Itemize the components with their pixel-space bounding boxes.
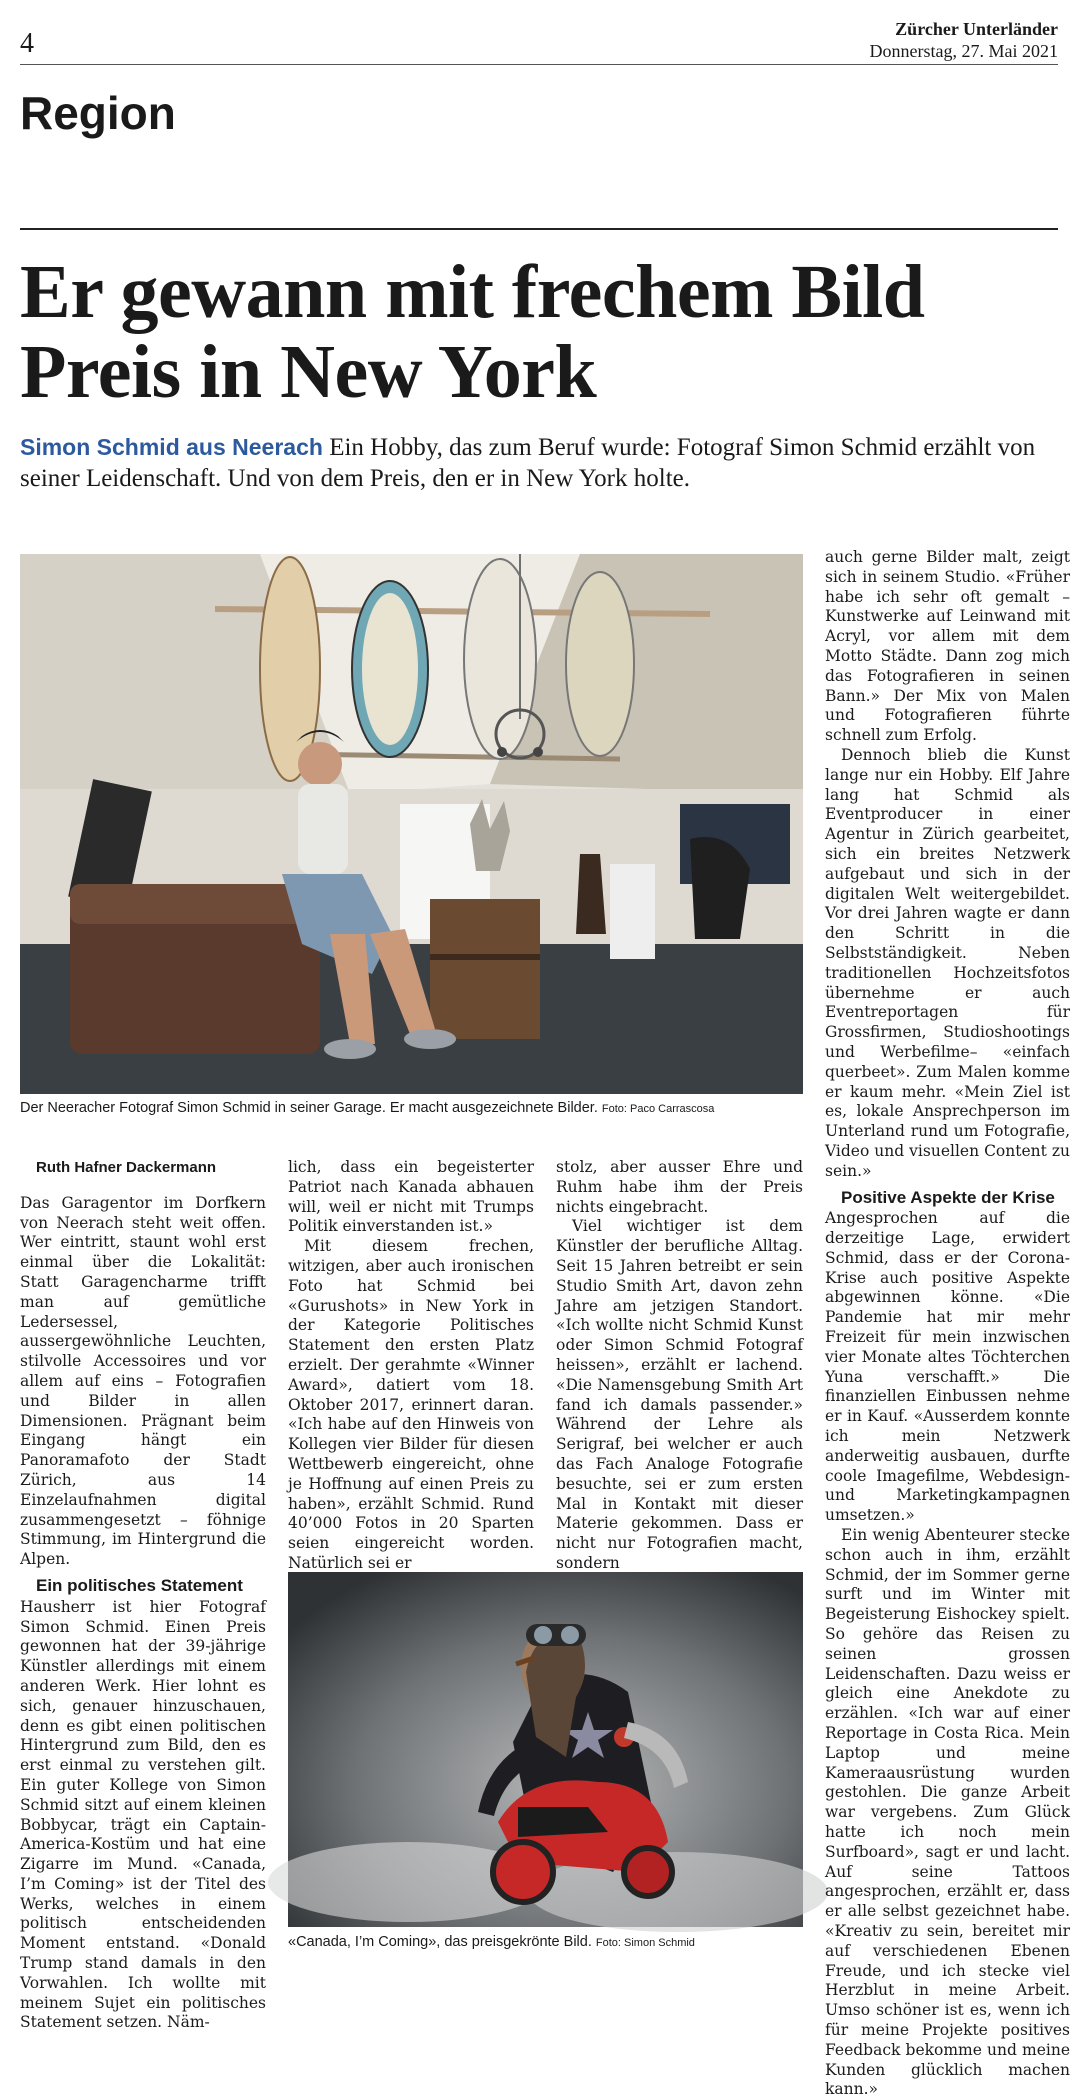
- article-column-2: [288, 1158, 534, 1574]
- headline: Er gewann mit frechem Bild Preis in New York: [20, 250, 925, 414]
- newspaper-name: Zürcher Unterländer: [895, 19, 1058, 39]
- issue-date: Donnerstag, 27. Mai 2021: [869, 41, 1058, 61]
- paragraph: Hausherr ist hier Fotograf Simon Schmid. Einen Preis gewonnen hat der 39-jährige Künstler allerdings mit einem anderen Werk. Hier lohnt es sich, genauer hinzuschauen, denn es gibt einen politischen Hintergrund zum Bild, den es erst einmal zu verstehen gilt. Ein guter Kollege von Simon Schmid sitzt auf einem kleinen Bobbycar, trägt ein Captain-America-Kostüm und hat eine Zigarre im Mund. «Canada, I’m Coming» ist der Titel des Werks, welches in einem politisch entscheidenden Moment entstand. «Donald Trump stand damals in den Vorwahlen. Ich wollte mit meinem Sujet ein politisches Statement setzen. Näm-: [20, 1597, 266, 2032]
- photo2-credit: Foto: Simon Schmid: [595, 1937, 695, 1949]
- lead-text: Ein Hobby, das zum Beruf wurde: Fotograf Simon Schmid erzählt von seiner Leidenschaft. Und von dem Preis, den er in New York holte.: [20, 434, 1036, 492]
- subheading-positive-aspects: Positive Aspekte der Krise: [841, 1187, 1055, 1207]
- paragraph: Mit diesem frechen, witzigen, aber auch ironischen Foto hat Schmid bei «Gurushots» in New York in der Kategorie Politisches Statement den ersten Platz erzielt. Der gerahmte «Winner Award», datiert vom 18. Oktober 2017, erinnert daran. «Ich habe auf den Hinweis von Kollegen vier Bilder für diesen Wettbewerb eingereicht, ohne je Hoffnung auf einen Preis zu haben», erzählt Schmid. Rund 40’000 Fotos in 20 Sparten seien eingereicht worden. Natürlich sei er: [288, 1237, 534, 1572]
- masthead-rule: [20, 64, 1058, 65]
- photo-canada-im-coming: [288, 1572, 803, 1927]
- lead: [20, 432, 1060, 494]
- subheading-political-statement: Ein politisches Statement: [36, 1575, 243, 1595]
- paragraph: Ein wenig Abenteurer stecke schon auch in ihm, erzählt Schmid, der im Sommer gerne surft und im Winter mit Begeisterung Eishockey spielt. So gehöre das Reisen zu seinen grossen Leidenschaften. Dazu weiss er gleich eine Anekdote zu erzählen. «Ich war auf einer Reportage in Costa Rica. Mein Laptop und meine Kameraausrüstung wurden gestohlen. Die ganze Arbeit war vergebens. Zum Glück hatte ich noch mein Surfboard», sagt er und lacht. Auf seine Tattoos angesprochen, erzählt er, dass er alle selbst gezeichnet habe. «Kreativ zu sein, bereitet mir auf verschiedenen Ebenen Freude, und ich stecke viel Herzblut in meine Arbeit. Umso schöner ist es, wenn ich für meine Projekte positives Feedback bekomme und meine Kunden glücklich machen kann.»: [825, 1526, 1070, 2099]
- photo-photographer-garage: [20, 554, 803, 1094]
- paragraph: lich, dass ein begeisterter Patriot nach Kanada abhauen will, weil er nicht mit Trumps Politik einverstanden ist.»: [288, 1158, 534, 1236]
- paragraph: Dennoch blieb die Kunst lange nur ein Hobby. Elf Jahre lang hat Schmid als Eventproducer in einer Agentur in Zürich gearbeitet, sich ein breites Netzwerk aufgebaut und sich in der digitalen Welt weitergebildet. Vor drei Jahren wagte er dann den Schritt in die Selbstständigkeit. Neben traditionellen Hochzeitsfotos übernehme er auch Eventreportagen für Grossfirmen, Studioshootings und Werbefilme– «einfach querbeet». Zum Malen komme er kaum mehr. «Mein Ziel ist es, lokale Ansprechperson im Unterland rund um Fotografie, Video und visuellen Content zu sein.»: [825, 745, 1070, 1180]
- newspaper-info: [870, 18, 1058, 62]
- paragraph: Angesprochen auf die derzeitige Lage, erwidert Schmid, dass er der Corona-Krise auch positive Aspekte abgewinnen könne. «Die Pandemie hat mir mehr Freizeit für mein inzwischen vier Monate altes Töchterchen Yuna verschafft.» Die finanziellen Einbussen nehme er in Kauf. «Ausserdem konnte ich mein Netzwerk anderweitig ausbauen, durfte coole Imagefilme, Webdesign- und Marketingkampagnen umsetzen.»: [825, 1209, 1070, 1525]
- article-column-4: [825, 548, 1070, 2100]
- photo2-caption-text: «Canada, I’m Coming», das preisgekrönte Bild.: [288, 1934, 592, 1950]
- section-title: Region: [20, 87, 176, 139]
- paragraph: Viel wichtiger ist dem Künstler der berufliche Alltag. Seit 15 Jahren betreibt er sein Studio Smith Art, davon zehn Jahre am jetzigen Standort. «Ich wollte nicht Schmid Kunst oder Simon Schmid Fotograf heissen», erzählt er lachend. «Die Namensgebung Smith Art fand ich damals passender.» Während der Lehre als Serigraf, bei welcher er auch das Fach Analoge Fotografie besuchte, sei er zum ersten Mal in Kontakt mit dieser Materie gekommen. Dass er nicht nur Fotografien macht, sondern: [556, 1217, 803, 1572]
- photo2-caption: [288, 1932, 803, 1953]
- paragraph: stolz, aber ausser Ehre und Ruhm habe ihm der Preis nichts eingebracht.: [556, 1158, 803, 1216]
- paragraph: Das Garagentor im Dorfkern von Neerach steht weit offen. Wer eintritt, staunt wohl erst einmal über die Lokalität: Statt Garagencharme trifft man auf gemütliche Ledersessel, aussergewöhnliche Leuchten, stilvolle Accessoires und vor allem auf eins – Fotografien und Bilder in allen Dimensionen. Prägnant beim Eingang hängt ein Panoramafoto der Stadt Zürich, aus 14 Einzelaufnahmen digital zusammengesetzt – föhnige Stimmung, im Hintergrund die Alpen.: [20, 1193, 266, 1569]
- page-number: 4: [20, 28, 34, 59]
- article-column-3: [556, 1158, 803, 1574]
- kicker: Simon Schmid aus Neerach: [20, 434, 323, 460]
- byline: Ruth Hafner Dackermann: [36, 1159, 217, 1176]
- article-column-1: [20, 1158, 266, 2033]
- headline-rule: [20, 228, 1058, 230]
- photo1-caption: [20, 1098, 803, 1119]
- photo1-credit: Foto: Paco Carrascosa: [601, 1103, 715, 1115]
- photo1-caption-text: Der Neeracher Fotograf Simon Schmid in seiner Garage. Er macht ausgezeichnete Bilder.: [20, 1100, 598, 1116]
- paragraph: auch gerne Bilder malt, zeigt sich in seinem Studio. «Früher habe ich sehr oft gemalt – Kunstwerke auf Leinwand mit Acryl, vor allem mit dem Motto Städte. Dann zog mich das Fotografieren in seinen Bann.» Der Mix von Malen und Fotografieren führte schnell zum Erfolg.: [825, 548, 1070, 745]
